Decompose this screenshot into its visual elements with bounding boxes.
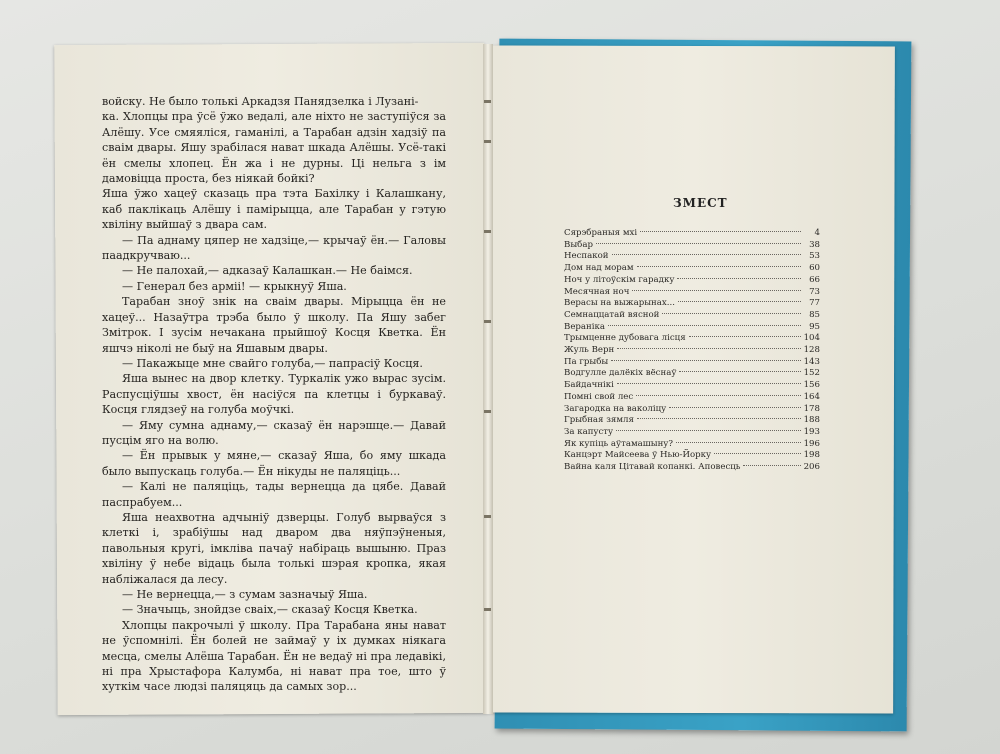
paragraph: Яша ўжо хацеў сказаць пра тэта Бахілку і Калашкану, каб паклікаць Алёшу і памірыцца, але Тарабан у гэтую хвіліну выйшаў з двара сам.: [102, 187, 446, 232]
binding-stitch: [484, 140, 491, 143]
toc-entry-title: Жуль Верн: [564, 345, 615, 356]
toc-entry: [564, 357, 820, 369]
binding-stitch: [484, 410, 491, 413]
toc-entry: [564, 462, 820, 474]
binding-stitch: [484, 230, 491, 233]
toc-leader-dots: [616, 430, 800, 431]
toc-leader-dots: [676, 442, 801, 443]
toc-entry: [564, 251, 820, 263]
toc-entry-page: 164: [803, 391, 820, 402]
paragraph: — Пакажыце мне свайго голуба,— папрасіў Косця.: [122, 356, 423, 370]
paragraph: Яша неахвотна адчыніў дзверцы. Голуб вырваўся з клеткі і, зрабіўшы над дваром два няўпэўненыя, павольныя кругі, імкліва пачаў набіраць вышыню. Праз хвіліну ў небе відаць была толькі шэрая кропка, якая набліжалася да лесу.: [102, 510, 446, 586]
paragraph: войску. Не было толькі Аркадзя Панядзелка і Лузані-: [102, 95, 419, 108]
toc-leader-dots: [611, 360, 800, 361]
toc-entry: [564, 275, 820, 287]
toc-leader-dots: [612, 254, 801, 255]
toc-leader-dots: [640, 231, 801, 232]
toc-leader-dots: [637, 266, 801, 267]
toc-entry-title: Байдачнікі: [564, 380, 614, 391]
toc-entry: [564, 287, 820, 299]
toc-entry-page: 104: [803, 333, 820, 344]
toc-entry: [564, 345, 820, 357]
toc-entry-page: 152: [803, 368, 820, 379]
toc-entry-page: 156: [803, 380, 820, 391]
toc-entry: [564, 427, 820, 439]
toc-entry: [564, 368, 820, 380]
toc-entry-title: Вайна каля Цітавай копанкі. Аповесць: [564, 462, 741, 473]
toc-leader-dots: [714, 453, 800, 454]
binding-stitch: [484, 320, 491, 323]
toc-entry-page: 143: [803, 356, 820, 367]
toc-leader-dots: [669, 407, 800, 408]
toc-entry-title: Як купіць аўтамашыну?: [564, 438, 673, 449]
toc-entry-title: Семнаццатай вясной: [564, 309, 660, 320]
toc-entry-title: Грыбная зямля: [564, 415, 634, 426]
toc-entry-title: Сярэбраныя мхі: [564, 228, 638, 238]
toc-entry-page: 178: [803, 403, 820, 414]
toc-entry-title: Дом над морам: [564, 263, 634, 274]
toc-entry: [564, 404, 820, 416]
paragraph: — Значыць, знойдзе сваіх,— сказаў Косця Кветка.: [122, 603, 418, 617]
toc-entry: [564, 322, 820, 334]
toc-entry: [564, 240, 820, 252]
toc-entry: [564, 415, 820, 427]
toc-entry: [564, 228, 820, 240]
toc-entry-page: 60: [809, 263, 820, 274]
toc-entry-title: Помні свой лес: [564, 391, 634, 402]
paragraph: Яша вынес на двор клетку. Туркалік ужо вырас зусім. Распусціўшы хвост, ён насіўся па клетцы і буркаваў. Косця глядзеў на голуба моўчкі.: [102, 372, 446, 417]
toc-entry-page: 73: [809, 286, 820, 297]
toc-entry-page: 188: [803, 415, 820, 426]
toc-entry: [564, 380, 820, 392]
toc-leader-dots: [689, 336, 801, 337]
toc-leader-dots: [632, 290, 801, 291]
paragraph: — Яму сумна аднаму,— сказаў ён нарэшце.— Давай пусцім яго на волю.: [102, 418, 446, 447]
toc-leader-dots: [596, 243, 801, 244]
paragraph: — Не вернецца,— з сумам зазначыў Яша.: [122, 588, 368, 601]
toc-entry: [564, 310, 820, 322]
paragraph: — Па аднаму цяпер не хадзіце,— крычаў ён.— Галовы паадкручваю...: [102, 233, 446, 263]
paragraph: Тарабан зноў знік на сваім двары. Мірыцца ён не хацеў... Назаўтра трэба было ў школу. Па Яшу забег Змітрок. І зусім нечакана прыйшоў Косця Кветка. Ён яшчэ ніколі не быў на Яшавым двары.: [102, 295, 446, 355]
toc-title: ЗМЕСТ: [673, 196, 728, 210]
toc-entry-title: Канцэрт Майсеева ў Нью-Йорку: [564, 450, 712, 461]
toc-entry: [564, 439, 820, 451]
toc-entry-page: 66: [809, 274, 820, 285]
binding-stitch: [484, 100, 491, 103]
toc-leader-dots: [662, 313, 801, 314]
paragraph: — Генерал без арміі! — крыкнуў Яша.: [122, 279, 347, 293]
toc-entry-title: Па грыбы: [564, 356, 609, 367]
toc-entry-title: Верасы на выжарынах...: [564, 298, 675, 309]
toc-leader-dots: [608, 325, 801, 326]
paragraph: Хлопцы пакрочылі ў школу. Пра Тарабана яны нават не ўспомнілі. Ён болей не займаў у іх думках ніякага месца, смелы Алёша Тарабан. Ён не ведаў ні пра ледавікі, ні пра Хрыстафора Калумба, ні нават пра тое, што ў хуткім часе людзі паляцяць да самых зор...: [102, 618, 446, 694]
toc-entry-page: 95: [809, 321, 820, 332]
toc-entry: [564, 263, 820, 275]
paragraph: — Калі не паляціць, тады вернецца да цябе. Давай паспрабуем...: [102, 480, 446, 509]
toc-entry-page: 4: [814, 228, 820, 238]
paragraph: ка. Хлопцы пра ўсё ўжо ведалі, але ніхто не заступіўся за Алёшу. Усе смяяліся, гаманілі, а Тарабан адзін хадзіў па сваім двары. Яшу зрабілася нават шкада Алёшы. Усё-такі ён смелы хлопец. Ён жа і не дурны. Ці нельга з ім дамовіцца проста, без ніякай бойкі?: [102, 110, 446, 186]
toc-entry: [564, 333, 820, 345]
toc-entry-title: Выбар: [564, 239, 593, 250]
toc-entry-page: 193: [803, 426, 820, 437]
toc-entry-title: Загародка на ваколіцу: [564, 403, 667, 414]
book-gutter: [483, 44, 493, 714]
toc-entry: [564, 298, 820, 310]
toc-entry-page: 128: [803, 345, 820, 356]
left-page-text: [102, 94, 446, 695]
toc-leader-dots: [677, 278, 801, 279]
toc-entry-page: 53: [809, 251, 820, 262]
paragraph: — Ён прывык у мяне,— сказаў Яша, бо яму шкада было выпускаць голуба.— Ён нікуды не паляціць...: [102, 449, 446, 478]
toc-entry: [564, 392, 820, 404]
toc-leader-dots: [637, 418, 801, 419]
toc-leader-dots: [617, 348, 800, 349]
table-of-contents: [564, 228, 820, 474]
toc-entry-title: Водгулле далёкіх вёснаў: [564, 368, 677, 379]
toc-entry-title: Неспакой: [564, 251, 609, 262]
toc-entry-title: Месячная ноч: [564, 286, 630, 297]
toc-leader-dots: [678, 301, 801, 302]
toc-entry-page: 77: [809, 298, 820, 309]
toc-leader-dots: [679, 371, 800, 372]
paragraph: — Не палохай,— адказаў Калашкан.— Не баімся.: [122, 264, 413, 278]
binding-stitch: [484, 515, 491, 518]
toc-entry-title: За капусту: [564, 426, 614, 437]
toc-entry-title: Вераніка: [564, 321, 605, 332]
binding-stitch: [484, 608, 491, 611]
toc-entry-title: Трымценне дубовага лісця: [564, 333, 686, 344]
toc-entry-page: 196: [803, 438, 820, 449]
toc-entry-page: 198: [803, 450, 820, 461]
toc-leader-dots: [743, 465, 800, 466]
toc-leader-dots: [636, 395, 800, 396]
toc-entry-title: Ноч у літоўскім гарадку: [564, 274, 675, 285]
toc-entry-page: 85: [809, 309, 820, 320]
toc-entry: [564, 450, 820, 462]
toc-entry-page: 206: [803, 462, 820, 473]
toc-entry-page: 38: [809, 239, 820, 250]
toc-leader-dots: [617, 383, 801, 384]
